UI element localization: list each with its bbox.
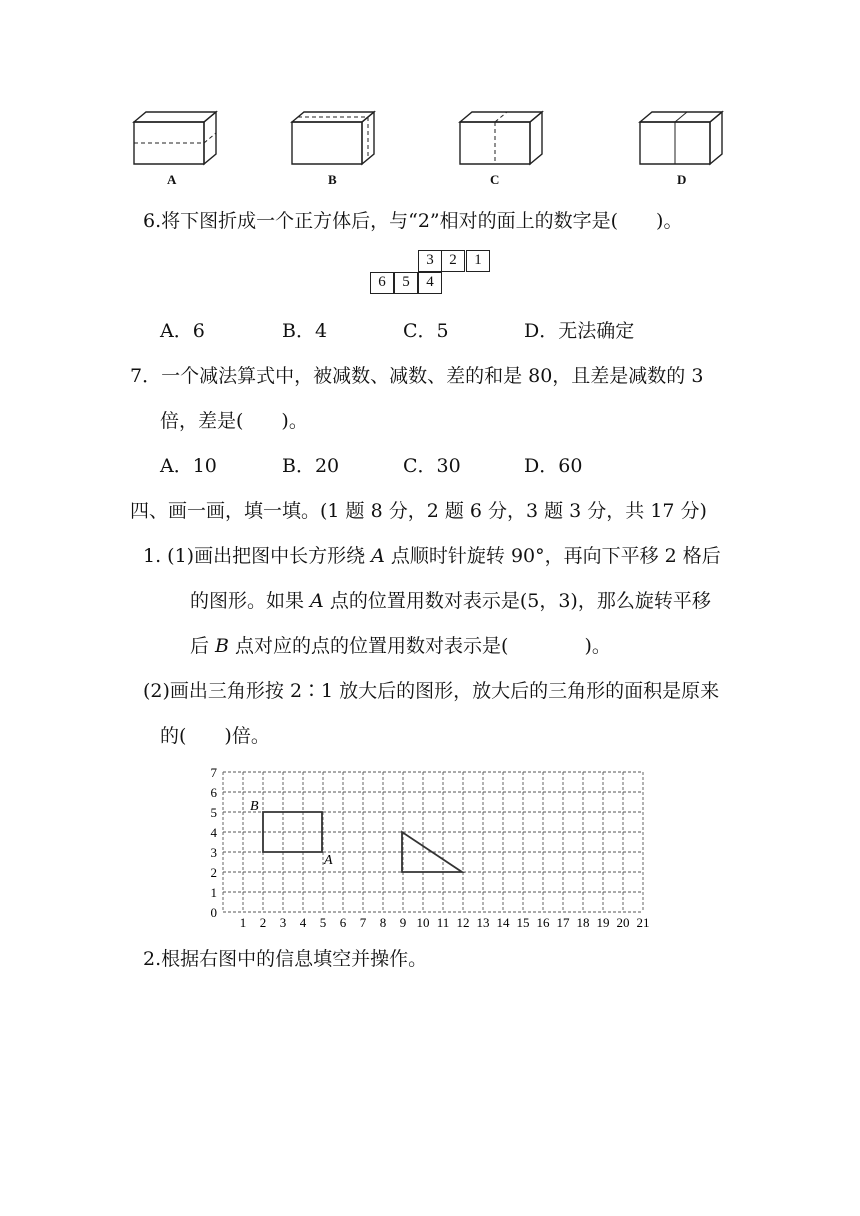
y-tick-label: 4 xyxy=(210,825,217,840)
q6-option-a: A．6 xyxy=(160,320,205,342)
var-b: B xyxy=(215,635,230,657)
p2-text: 2.根据右图中的信息填空并操作。 xyxy=(143,948,428,970)
net-cell: 2 xyxy=(441,250,465,272)
p1-a-line1 xyxy=(143,543,721,569)
figure-label-a: A xyxy=(167,172,177,187)
x-tick-label: 17 xyxy=(556,915,570,930)
x-tick-label: 19 xyxy=(596,915,610,930)
x-tick-label: 4 xyxy=(299,915,307,930)
x-tick-label: 10 xyxy=(416,915,430,930)
p1-b-line2: 的( )倍。 xyxy=(160,725,270,747)
x-tick-label: 21 xyxy=(636,915,650,930)
net-cell: 5 xyxy=(394,272,418,294)
p1-a-line3-post: 点对应的点的位置用数对表示是( )。 xyxy=(229,635,611,657)
figure-label-c: C xyxy=(490,172,500,187)
y-tick-label: 2 xyxy=(210,865,217,880)
x-tick-label: 16 xyxy=(536,915,550,930)
q7-option-d: D．60 xyxy=(524,455,583,477)
p1-a-line3 xyxy=(190,633,611,659)
grid-tick-labels xyxy=(211,765,650,930)
p1-a-line3-pre: 后 xyxy=(190,635,216,657)
x-tick-label: 20 xyxy=(616,915,630,930)
y-tick-label: 5 xyxy=(210,805,217,820)
cuboid-figure-d xyxy=(638,108,728,168)
x-tick-label: 1 xyxy=(239,915,247,930)
q6-option-b: B．4 xyxy=(282,320,328,342)
q6-option-d: D．无法确定 xyxy=(524,320,635,342)
y-tick-label: 1 xyxy=(210,885,217,900)
q7-option-c: C．30 xyxy=(403,455,461,477)
cuboid-figure-a xyxy=(132,108,222,168)
p1-a-line1-post: 点顺时针旋转 90°，再向下平移 2 格后 xyxy=(384,545,721,567)
x-tick-label: 5 xyxy=(319,915,327,930)
var-a: A xyxy=(310,590,324,612)
q7-line2: 倍，差是( )。 xyxy=(160,410,308,432)
figure-label-d: D xyxy=(677,172,687,187)
y-tick-label: 6 xyxy=(210,785,217,800)
figure-label-b: B xyxy=(328,172,337,187)
x-tick-label: 8 xyxy=(379,915,387,930)
y-tick-label: 3 xyxy=(210,845,217,860)
q7-option-a: A．10 xyxy=(160,455,217,477)
q6-stem: 6.将下图折成一个正方体后，与“2”相对的面上的数字是( )。 xyxy=(143,210,683,232)
net-cell: 4 xyxy=(418,272,442,294)
p1-a-line1-pre: 1. (1)画出把图中长方形绕 xyxy=(143,545,372,567)
x-tick-label: 6 xyxy=(339,915,347,930)
net-cell: 3 xyxy=(418,250,442,272)
y-tick-label: 0 xyxy=(210,905,217,920)
net-cell: 1 xyxy=(466,250,490,272)
var-a: A xyxy=(371,545,385,567)
p1-a-line2 xyxy=(190,588,711,614)
x-tick-label: 14 xyxy=(496,915,510,930)
x-tick-label: 2 xyxy=(259,915,267,930)
p1-a-line2-pre: 的图形。如果 xyxy=(190,590,311,612)
x-tick-label: 13 xyxy=(476,915,490,930)
q7-line1: 7．一个减法算式中，被减数、减数、差的和是 80，且差是减数的 3 xyxy=(130,365,704,387)
x-tick-label: 7 xyxy=(359,915,367,930)
q7-option-b: B．20 xyxy=(282,455,340,477)
x-tick-label: 3 xyxy=(279,915,287,930)
cuboid-figure-c xyxy=(458,108,548,168)
coordinate-grid xyxy=(200,762,670,937)
section-title: 四、画一画，填一填。(1 题 8 分，2 题 6 分，3 题 3 分，共 17 分) xyxy=(130,500,707,522)
point-label-a: A xyxy=(324,853,333,868)
grid-lines xyxy=(223,772,643,912)
x-tick-label: 18 xyxy=(576,915,590,930)
point-label-b: B xyxy=(250,799,259,814)
x-tick-label: 9 xyxy=(399,915,407,930)
y-tick-label: 7 xyxy=(210,765,217,780)
p1-a-line2-post: 点的位置用数对表示是(5，3)，那么旋转平移 xyxy=(323,590,711,612)
q6-option-c: C．5 xyxy=(403,320,449,342)
x-tick-label: 11 xyxy=(436,915,450,930)
cuboid-figure-b xyxy=(290,108,380,168)
x-tick-label: 15 xyxy=(516,915,530,930)
p1-b-line1: (2)画出三角形按 2∶1 放大后的图形，放大后的三角形的面积是原来 xyxy=(143,680,720,702)
net-cell: 6 xyxy=(370,272,394,294)
x-tick-label: 12 xyxy=(456,915,470,930)
